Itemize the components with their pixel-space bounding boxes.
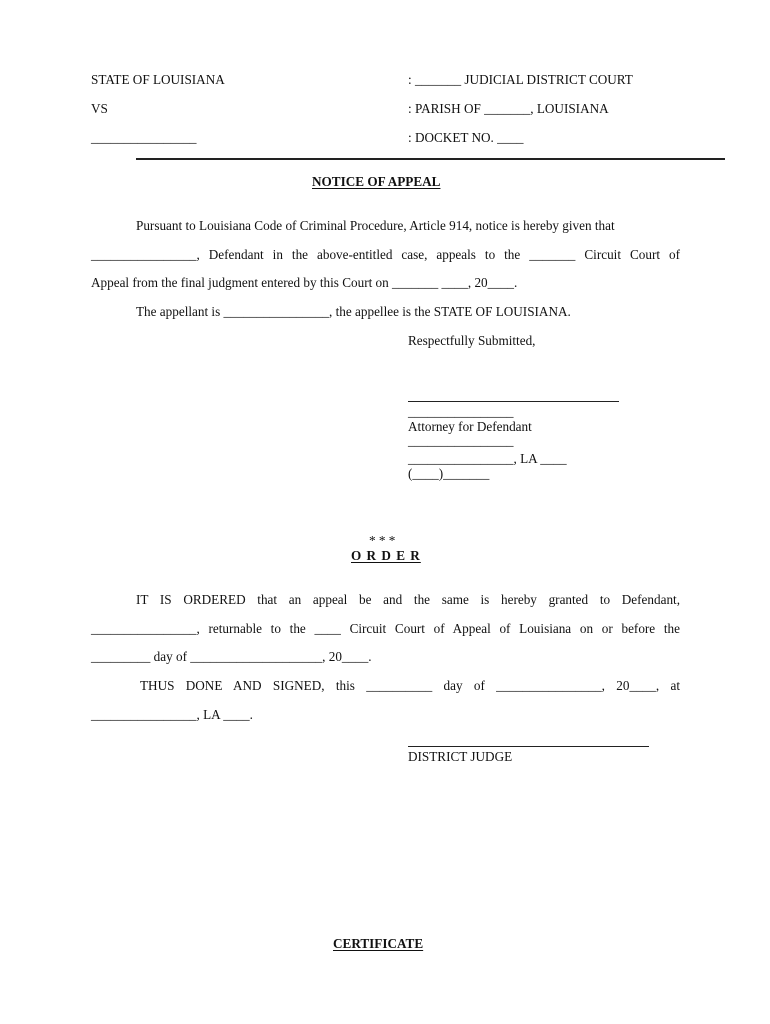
caption-docket: : DOCKET NO. ____ <box>408 130 524 145</box>
notice-line-1: Pursuant to Louisiana Code of Criminal Procedure, Article 914, notice is hereby given that <box>136 218 615 233</box>
notice-line-4: The appellant is ________________, the appellee is the STATE OF LOUISIANA. <box>136 304 571 319</box>
attorney-city-line: ________________, LA ____ <box>408 451 567 466</box>
order-title: O R D E R <box>351 548 421 563</box>
notice-closing: Respectfully Submitted, <box>408 333 536 348</box>
attorney-blank-1: ________________ <box>408 404 514 419</box>
caption-state: STATE OF LOUISIANA <box>91 72 225 87</box>
notice-title: NOTICE OF APPEAL <box>312 174 441 189</box>
order-line-1: IT IS ORDERED that an appeal be and the same is hereby granted to Defendant, <box>136 592 680 607</box>
caption-divider <box>136 158 725 160</box>
certificate-title: CERTIFICATE <box>333 936 424 951</box>
caption-defendant-blank: ________________ <box>91 130 197 145</box>
judge-signature-line <box>408 746 649 747</box>
order-line-5: ________________, LA ____. <box>91 707 253 722</box>
order-line-3: _________ day of ____________________, 20____. <box>91 649 372 664</box>
attorney-label: Attorney for Defendant <box>408 419 532 434</box>
order-line-4: THUS DONE AND SIGNED, this __________ day of ________________, 20____, at <box>140 678 680 693</box>
attorney-phone-line: (____)_______ <box>408 466 490 481</box>
attorney-signature-line <box>408 401 619 402</box>
caption-parish: : PARISH OF _______, LOUISIANA <box>408 101 609 116</box>
caption-vs: VS <box>91 101 108 116</box>
caption-court: : _______ JUDICIAL DISTRICT COURT <box>408 72 633 87</box>
notice-line-2: ________________, Defendant in the above-entitled case, appeals to the _______ Circuit Court of <box>91 247 680 262</box>
notice-line-3: Appeal from the final judgment entered by this Court on _______ ____, 20____. <box>91 275 518 290</box>
order-line-2: ________________, returnable to the ____ Circuit Court of Appeal of Louisiana on or before the <box>91 621 680 636</box>
judge-label: DISTRICT JUDGE <box>408 749 513 764</box>
attorney-blank-2: ________________ <box>408 433 514 448</box>
order-separator-stars: * * * <box>369 533 396 548</box>
